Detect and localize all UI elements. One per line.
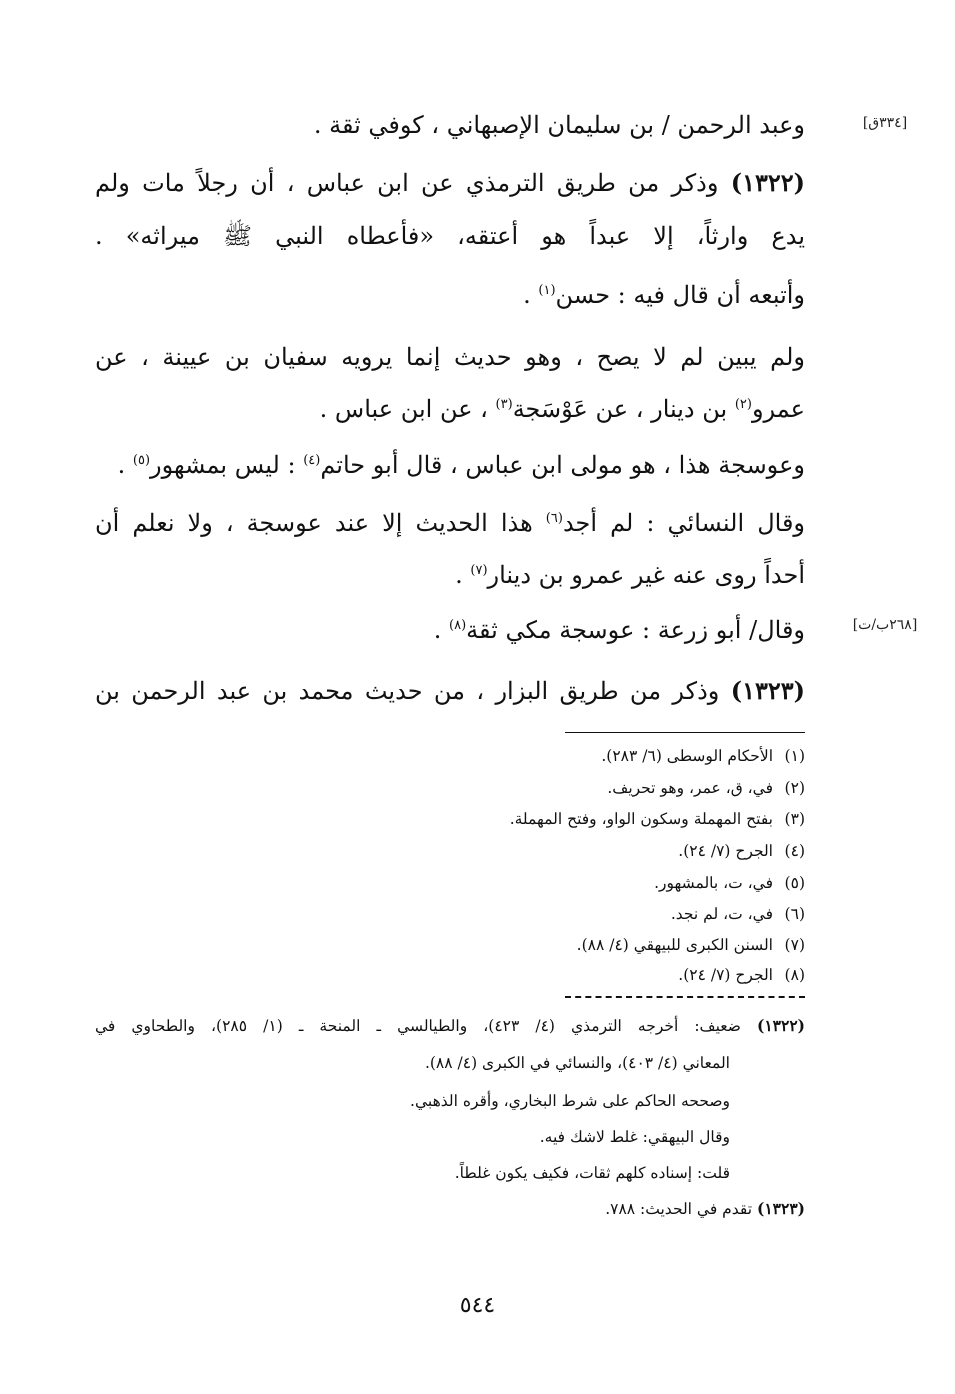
line8-text-a: وقال النسائي : لم أجد xyxy=(562,509,806,537)
line9-text: أحداً روى عنه غير عمرو بن دينار xyxy=(487,561,805,589)
footnote-text: بفتح المهملة وسكون الواو، وفتح المهملة. xyxy=(509,810,773,828)
body-line-2 xyxy=(95,166,805,200)
footnote-number: (٣) xyxy=(784,810,805,828)
footnote-text: الأحكام الوسطى (٦/ ٢٨٣). xyxy=(601,747,773,765)
footnote-4 xyxy=(678,840,805,862)
body-line-1: وعبد الرحمن / بن سليمان الإصبهاني ، كوفي ثقة . xyxy=(313,111,805,139)
footnote-8 xyxy=(678,964,805,986)
takhrij-text: تقدم في الحديث: ٧٨٨. xyxy=(605,1200,753,1218)
takhrij-1322-line-1 xyxy=(95,1015,805,1037)
takhrij-1322-line-2: المعاني (٤/ ٤٠٣)، والنسائي في الكبرى (٤/ ٨٨). xyxy=(424,1054,730,1072)
footnote-number: (٨) xyxy=(784,966,805,984)
takhrij-number-1322: (١٣٢٢) xyxy=(757,1016,805,1035)
footnote-text: الجرح (٧/ ٢٤). xyxy=(678,842,773,860)
line7-text-a: وعوسجة هذا ، هو مولى ابن عباس ، قال أبو حاتم xyxy=(320,451,805,479)
footnote-text: السنن الكبرى للبيهقي (٤/ ٨٨). xyxy=(576,936,773,954)
line4-end: . xyxy=(523,281,539,309)
takhrij-number-1323: (١٣٢٣) xyxy=(757,1199,805,1218)
body-line-7 xyxy=(118,448,805,482)
line6-text-c: ، عن ابن عباس . xyxy=(319,395,496,423)
footnote-2 xyxy=(607,777,805,799)
line6-text-b: بن دينار ، عن عَوْسَجة xyxy=(512,395,735,423)
hadith-number-1322: (١٣٢٢) xyxy=(730,168,805,197)
line10-text: وقال/ أبو زرعة : عوسجة مكي ثقة xyxy=(466,616,805,644)
footnote-text: في، ت، بالمشهور. xyxy=(654,874,773,892)
body-line-3: يدع وارثاً، إلا عبداً هو أعتقه، «فأعطاه النبي ﷺ ميراثه» . xyxy=(95,222,805,250)
footnote-7 xyxy=(577,934,805,956)
footnote-number: (٧) xyxy=(784,936,805,954)
line7-text-b: : ليس بمشهور xyxy=(150,451,304,479)
footnote-ref-8: (٨) xyxy=(449,618,467,633)
hadith-1323-text: وذكر من طريق البزار ، من حديث محمد بن عبد الرحمن بن xyxy=(95,677,720,705)
footnote-ref-7: (٧) xyxy=(470,563,488,578)
footnote-text: في، ق، عمر، وهو تحريف. xyxy=(607,779,773,797)
takhrij-separator xyxy=(565,996,805,998)
body-line-5: ولم يبين لم لا يصح ، وهو حديث إنما يرويه سفيان بن عيينة ، عن xyxy=(95,343,805,371)
footnote-ref-5: (٥) xyxy=(132,453,151,468)
line10-end: . xyxy=(433,616,449,644)
footnote-ref-6: (٦) xyxy=(545,511,563,526)
body-line-6 xyxy=(320,392,805,426)
margin-note-ms-q: [٣٣٤ق] xyxy=(862,115,908,131)
footnote-5 xyxy=(654,872,805,894)
footnote-number: (١) xyxy=(784,747,805,765)
footnote-1 xyxy=(601,745,805,767)
body-line-10 xyxy=(434,613,805,647)
footnote-number: (٤) xyxy=(784,842,805,860)
footnote-number: (٦) xyxy=(784,905,805,923)
body-line-4 xyxy=(523,278,805,312)
footnote-ref-4: (٤) xyxy=(303,453,321,468)
margin-note-ms-t: [٢٦٨ب/ت] xyxy=(852,617,918,633)
line6-text-a: عمرو xyxy=(751,395,805,423)
footnote-ref-2: (٢) xyxy=(734,397,752,412)
takhrij-text: ضعيف: أخرجه الترمذي (٤/ ٤٢٣)، والطيالسي ـ المنحة ـ (١/ ٢٨٥)، والطحاوي في xyxy=(95,1017,741,1035)
footnote-text: في، ت، لم نجد. xyxy=(670,905,773,923)
body-line-9 xyxy=(455,558,805,592)
footnote-ref-3: (٣) xyxy=(495,397,513,412)
page-number: ٥٤٤ xyxy=(459,1293,496,1318)
line4-text: وأتبعه أن قال فيه : حسن xyxy=(555,281,805,309)
takhrij-1323 xyxy=(605,1198,805,1220)
footnote-text: الجرح (٧/ ٢٤). xyxy=(678,966,773,984)
line7-text-c: . xyxy=(117,451,133,479)
footnote-number: (٢) xyxy=(784,779,805,797)
body-line-8 xyxy=(95,506,805,540)
footnote-6 xyxy=(671,903,805,925)
footnote-separator xyxy=(565,732,805,733)
takhrij-1322-line-5: قلت: إسناده كلهم ثقات، فكيف يكون غلطاً. xyxy=(454,1164,730,1182)
takhrij-1322-line-4: وقال البيهقي: غلط لاشك فيه. xyxy=(539,1128,730,1146)
takhrij-1322-line-3: وصححه الحاكم على شرط البخاري، وأقره الذهبي. xyxy=(410,1092,730,1110)
line9-end: . xyxy=(455,561,471,589)
hadith-1322-text: وذكر من طريق الترمذي عن ابن عباس ، أن رجلاً مات ولم xyxy=(95,169,719,197)
line8-text-b: هذا الحديث إلا عند عوسجة ، ولا نعلم أن xyxy=(95,509,546,537)
footnote-number: (٥) xyxy=(784,874,805,892)
body-line-11 xyxy=(95,674,805,708)
footnote-3 xyxy=(510,808,805,830)
hadith-number-1323: (١٣٢٣) xyxy=(730,676,805,705)
footnote-ref-1: (١) xyxy=(538,283,556,298)
